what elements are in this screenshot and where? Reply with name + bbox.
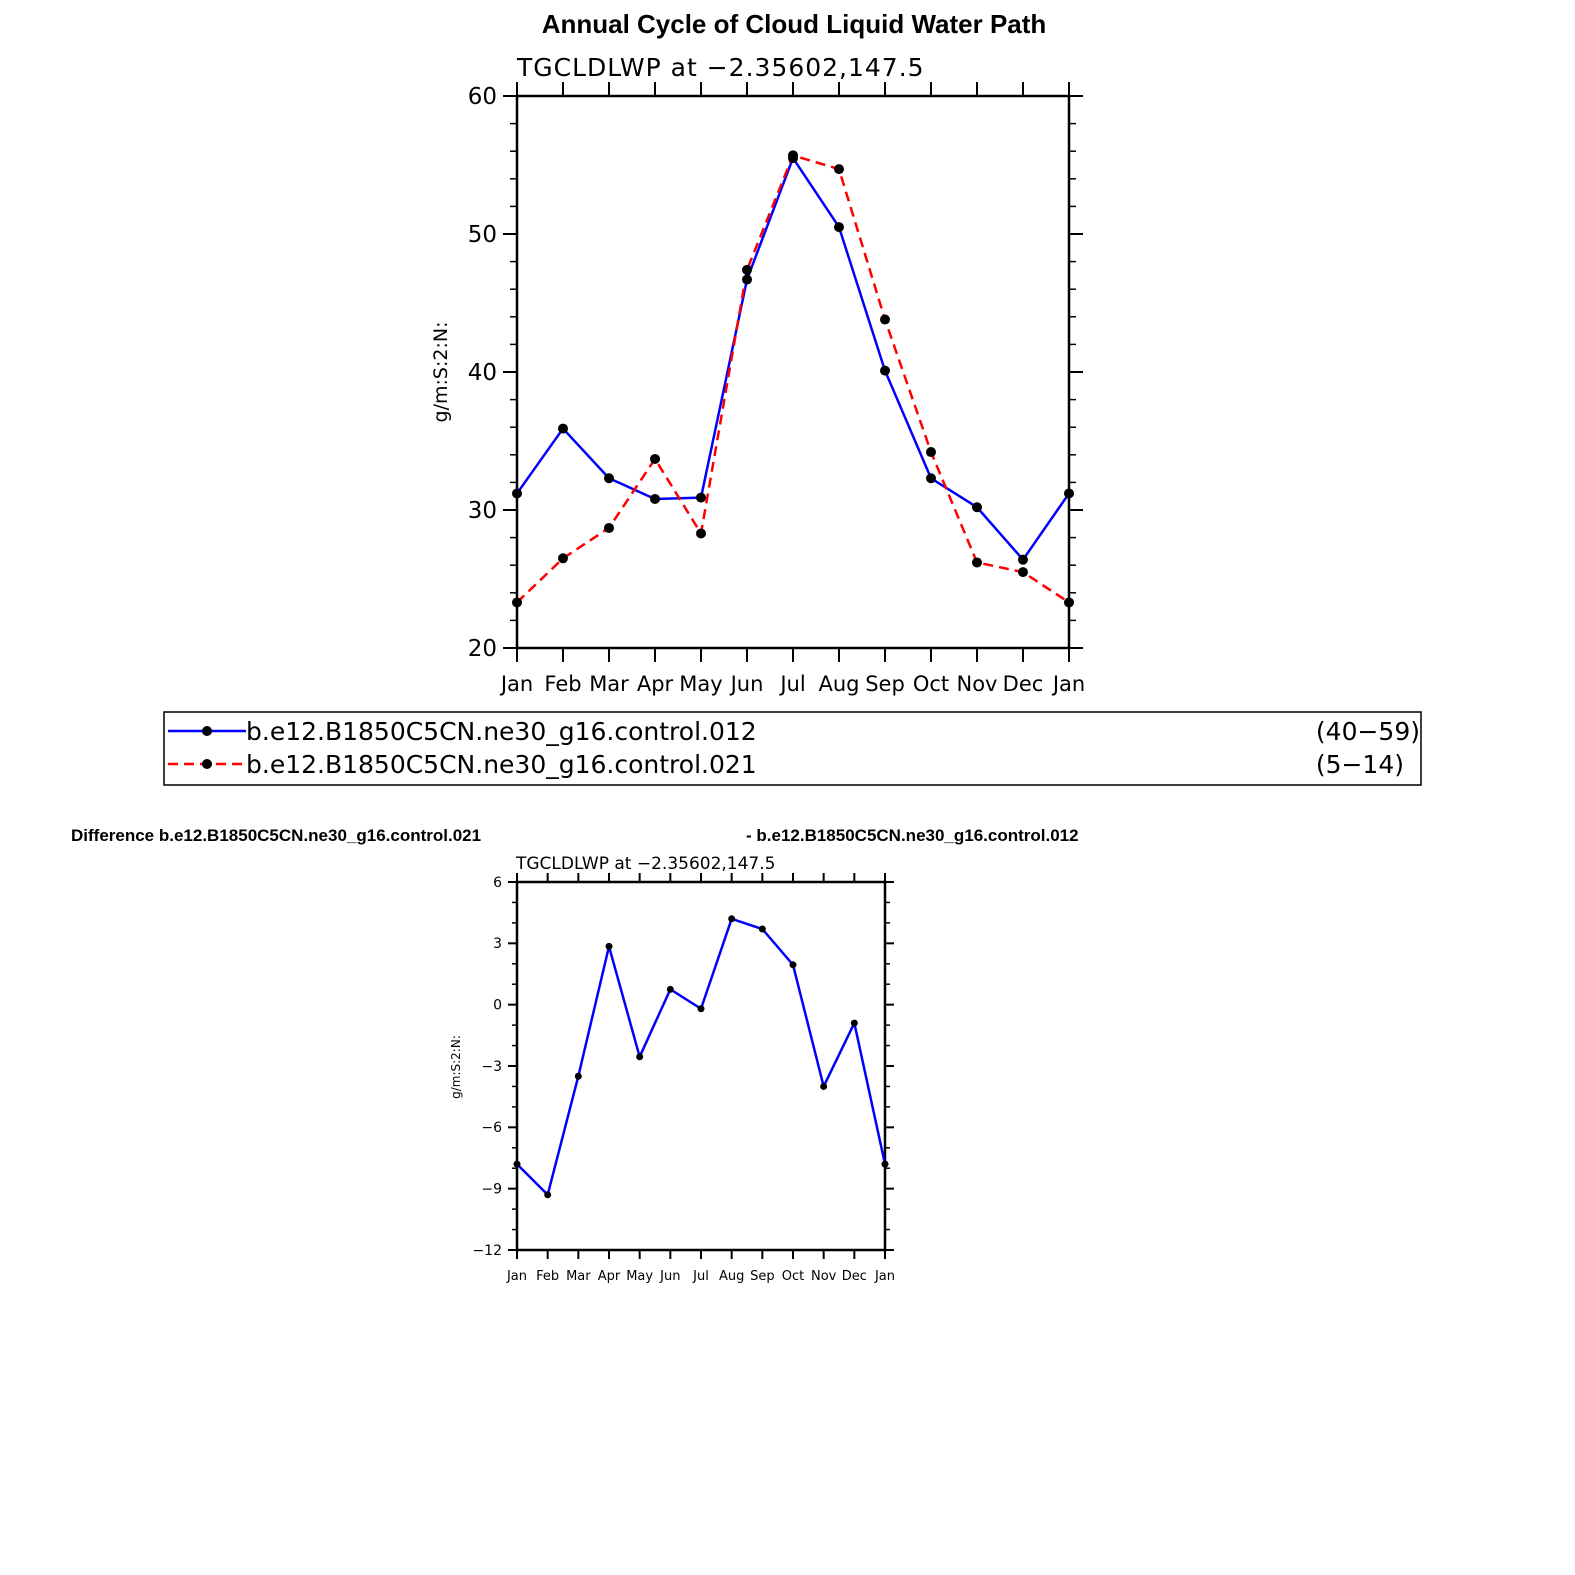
difference-subtitle: TGCLDLWP at −2.35602,147.5 <box>516 854 776 874</box>
difference-series-line <box>514 915 889 1198</box>
data-point-series-2 <box>558 553 568 563</box>
axis-ticks <box>503 82 1083 662</box>
x-tick-label: Jan <box>874 1269 896 1284</box>
data-point-series-2 <box>834 164 844 174</box>
data-point-series-1 <box>790 961 797 968</box>
x-tick-label: Feb <box>536 1269 560 1284</box>
data-point-series-2 <box>1064 597 1074 607</box>
chart-title: Annual Cycle of Cloud Liquid Water Path <box>541 9 1047 39</box>
x-tick-label: Oct <box>912 672 950 696</box>
data-point-series-1 <box>820 1083 827 1090</box>
data-point-series-1 <box>667 986 674 993</box>
series-line-1 <box>517 919 885 1195</box>
data-point-series-1 <box>698 1005 705 1012</box>
difference-y-axis-label: g/m:S:2:N: <box>449 1035 463 1099</box>
x-tick-label: Sep <box>750 1269 775 1284</box>
data-point-series-2 <box>512 597 522 607</box>
data-point-series-1 <box>834 222 844 232</box>
x-tick-label: Jan <box>1052 672 1086 696</box>
legend-marker-series-1 <box>202 726 212 736</box>
data-point-series-2 <box>742 265 752 275</box>
annual-cycle-chart <box>430 9 1085 696</box>
y-tick-label: −9 <box>481 1181 502 1198</box>
data-point-series-2 <box>1018 567 1028 577</box>
x-tick-label: Aug <box>818 672 860 696</box>
data-point-series-1 <box>882 1161 889 1168</box>
x-tick-label: Aug <box>718 1269 745 1284</box>
x-tick-label: May <box>626 1269 654 1284</box>
data-point-series-2 <box>604 523 614 533</box>
y-tick-labels <box>468 84 497 662</box>
data-point-series-1 <box>742 275 752 285</box>
difference-x-tick-labels <box>506 1269 895 1284</box>
legend-label-series-1: b.e12.B1850C5CN.ne30_g16.control.012 <box>246 717 757 746</box>
data-point-series-1 <box>728 915 735 922</box>
data-point-series-1 <box>1018 555 1028 565</box>
x-tick-label: Dec <box>841 1269 867 1284</box>
difference-axis-ticks <box>508 873 894 1259</box>
x-tick-label: Jul <box>780 672 806 696</box>
x-tick-label: Jun <box>660 1269 681 1284</box>
data-point-series-1 <box>880 366 890 376</box>
y-tick-label: 6 <box>493 874 502 891</box>
y-tick-label: 20 <box>467 636 497 663</box>
legend-marker-series-2 <box>202 759 212 769</box>
difference-y-tick-labels <box>472 875 502 1259</box>
x-tick-label: Feb <box>544 672 582 696</box>
legend-label-series-2: b.e12.B1850C5CN.ne30_g16.control.021 <box>246 750 757 779</box>
data-point-series-1 <box>558 424 568 434</box>
data-point-series-2 <box>926 447 936 457</box>
legend-years-series-2: (5−14) <box>1315 750 1404 779</box>
difference-chart <box>71 826 1079 1284</box>
data-point-series-1 <box>1064 488 1074 498</box>
y-axis-label: g/m:S:2:N: <box>430 321 452 423</box>
x-tick-label: Nov <box>810 1269 837 1284</box>
data-point-series-1 <box>575 1073 582 1080</box>
data-point-series-1 <box>926 473 936 483</box>
chart-subtitle: TGCLDLWP at −2.35602,147.5 <box>517 53 925 82</box>
data-point-series-1 <box>514 1161 521 1168</box>
data-point-series-1 <box>604 473 614 483</box>
data-point-series-2 <box>650 454 660 464</box>
x-tick-label: Apr <box>597 1269 621 1284</box>
data-point-series-2 <box>972 557 982 567</box>
data-point-series-1 <box>972 502 982 512</box>
x-tick-label: Jun <box>730 672 764 696</box>
y-tick-label: 60 <box>467 84 497 111</box>
difference-title-right: - b.e12.B1850C5CN.ne30_g16.control.012 <box>746 826 1079 845</box>
legend-years-series-1: (40−59) <box>1315 717 1420 746</box>
x-tick-label: Mar <box>566 1269 591 1284</box>
series-lines <box>512 150 1074 607</box>
difference-title-left: Difference b.e12.B1850C5CN.ne30_g16.control.021 <box>71 826 482 845</box>
data-point-series-2 <box>696 528 706 538</box>
data-point-series-1 <box>696 493 706 503</box>
y-tick-label: 50 <box>467 222 497 249</box>
x-tick-label: Apr <box>636 672 674 696</box>
data-point-series-1 <box>512 488 522 498</box>
y-tick-label: 3 <box>493 936 502 953</box>
x-tick-labels <box>499 672 1085 696</box>
y-tick-label: 30 <box>467 498 497 525</box>
x-tick-label: Jul <box>693 1269 709 1284</box>
data-point-series-2 <box>788 150 798 160</box>
data-point-series-2 <box>880 315 890 325</box>
data-point-series-1 <box>636 1053 643 1060</box>
y-tick-label: 40 <box>467 360 497 387</box>
x-tick-label: Nov <box>956 672 998 696</box>
x-tick-label: Sep <box>865 672 905 696</box>
x-tick-label: Oct <box>781 1269 805 1284</box>
series-line-1 <box>517 158 1069 560</box>
x-tick-label: Jan <box>506 1269 528 1284</box>
x-tick-label: Jan <box>500 672 534 696</box>
y-tick-label: −12 <box>472 1242 502 1259</box>
data-point-series-1 <box>650 494 660 504</box>
series-line-2 <box>517 155 1069 602</box>
data-point-series-1 <box>606 943 613 950</box>
x-tick-label: May <box>679 672 723 696</box>
x-tick-label: Dec <box>1002 672 1044 696</box>
difference-plot-frame <box>517 882 885 1250</box>
y-tick-label: 0 <box>493 997 502 1014</box>
data-point-series-1 <box>851 1020 858 1027</box>
y-tick-label: −3 <box>481 1058 502 1075</box>
y-tick-label: −6 <box>481 1120 502 1137</box>
legend <box>164 712 1421 785</box>
data-point-series-1 <box>544 1191 551 1198</box>
x-tick-label: Mar <box>589 672 629 696</box>
data-point-series-1 <box>759 926 766 933</box>
